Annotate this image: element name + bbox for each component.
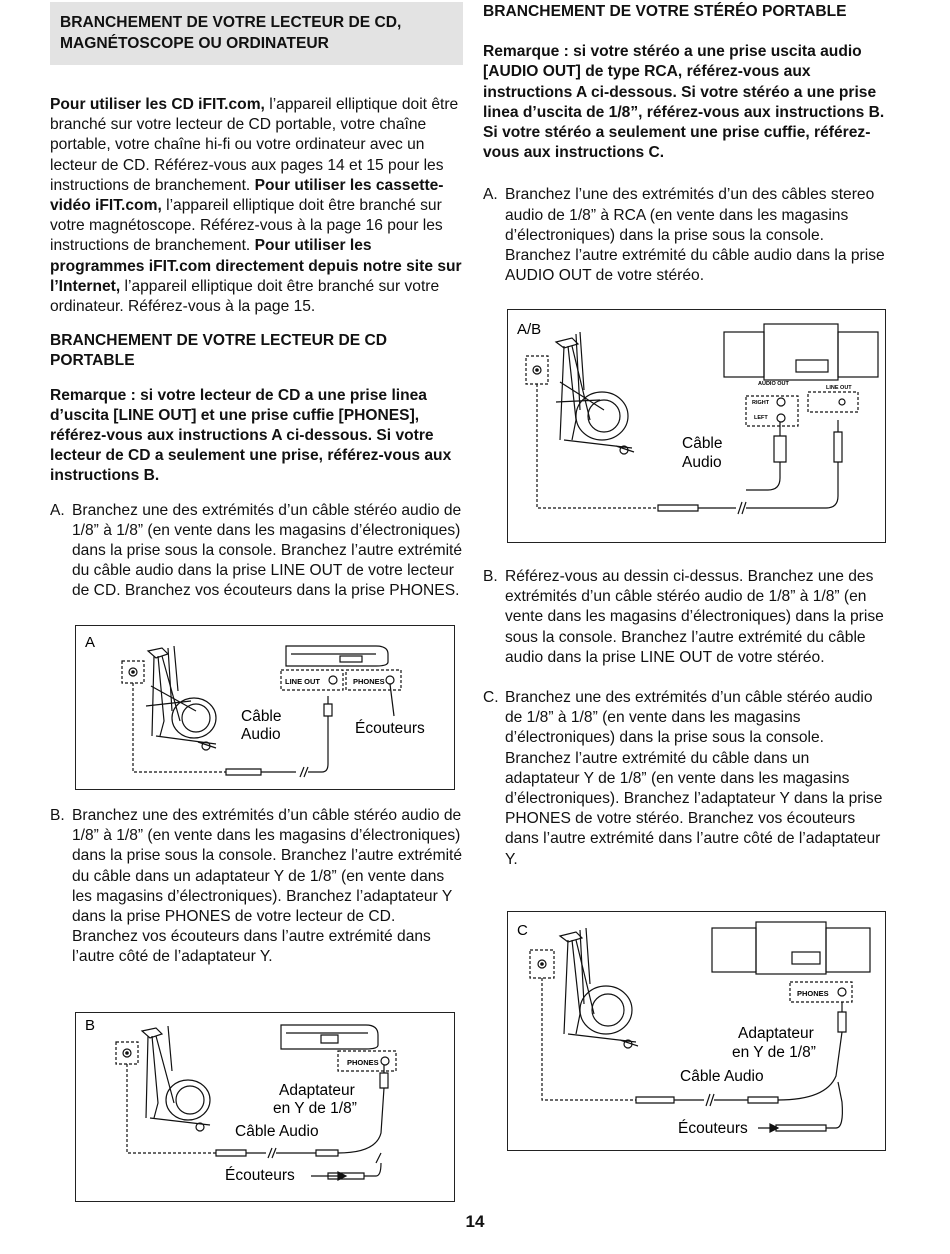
section-header-cd-vcr-computer: BRANCHEMENT DE VOTRE LECTEUR DE CD, MAGNÉTOSCOPE OU ORDINATEUR <box>50 2 463 65</box>
figure-a <box>75 625 455 790</box>
stereo-instruction-b-text: Référez-vous au dessin ci-dessus. Branchez une des extrémités d’un câble stéréo audio de 1/8” à 1/8” (en vente dans les magasins d’électroniques) dans la prise sous la console. Branchez l’autre extrémité du câble audio dans la prise LINE OUT de votre stéréo. <box>505 568 884 666</box>
instruction-b-label: B. <box>50 807 65 824</box>
intro-text-2: l’appareil elliptique doit être branché sur votre magnétoscope. Référez-vous à la page 16 pour les instructions de branchement. <box>50 197 443 255</box>
portable-stereo-note: Remarque : si votre stéréo a une prise uscita audio [AUDIO OUT] de type RCA, référez-vous aux instructions A ci-dessous. Si votre stéréo a une prise linea d’uscita de 1/8”, référez-vous aux instructions B. Si votre stéréo a seulement une prise cuffie, référez-vous aux instructions C. <box>483 43 885 162</box>
instruction-a-label: A. <box>50 501 65 519</box>
portable-cd-instruction-a <box>50 501 463 602</box>
stereo-instruction-c-label: C. <box>483 689 499 707</box>
figure-c-drawing <box>508 912 885 1150</box>
stereo-instruction-a <box>483 185 888 286</box>
stereo-instruction-b-label: B. <box>483 568 498 585</box>
stereo-instruction-c <box>483 688 888 870</box>
elliptical-machine-icon <box>142 1026 210 1131</box>
intro-paragraph <box>50 95 463 317</box>
intro-text-1: l’appareil elliptique doit être branché sur votre lecteur de CD portable, votre chaîne portable, votre chaîne hi-fi ou votre ordinateur avec un lecteur de CD. Référez-vous aux pages 14 et 15 pour les instructions de branchement. <box>50 96 459 194</box>
figure-ab-label: A/B <box>517 321 542 338</box>
elliptical-machine-icon <box>560 928 638 1048</box>
figure-b-drawing <box>76 1013 454 1201</box>
y-adapter-label-1: Adaptateur <box>738 1025 814 1042</box>
stereo-instructions-bc <box>483 567 888 870</box>
headphones-label: Écouteurs <box>355 720 425 737</box>
figure-a-drawing <box>76 626 454 789</box>
section-header-portable-stereo: BRANCHEMENT DE VOTRE STÉRÉO PORTABLE <box>483 3 847 20</box>
portable-cd-instruction-b <box>50 806 463 968</box>
intro-text-3: l’appareil elliptique doit être branché sur votre ordinateur. Référez-vous à la page 15. <box>50 277 440 316</box>
portable-cd-note: Remarque : si votre lecteur de CD a une prise linea d’uscita [LINE OUT] et une prise cuffie [PHONES], référez-vous aux instructions A ci-dessous. Si votre lecteur de CD a seulement une prise, référez-vous aux instructions B. <box>50 386 452 485</box>
audio-cable-label: Câble Audio <box>235 1123 319 1140</box>
left-column <box>50 0 463 602</box>
instruction-b-text: Branchez une des extrémités d’un câble stéréo audio de 1/8” à 1/8” (en vente dans les magasins d’électroniques) dans la prise sous la console. Branchez l’autre extrémité du câble dans un adaptateur Y de 1/8” (en vente dans les magasins d’électroniques). Branchez l’adaptateur Y dans la prise PHONES de votre lecteur de CD. Branchez vos écouteurs dans l’autre extrémité dans l’autre côté de l’adaptateur Y. <box>72 807 463 966</box>
intro-bold-3: Pour utiliser les programmes iFIT.com directement depuis notre site sur l’Internet, <box>50 237 462 295</box>
section-header-portable-cd: BRANCHEMENT DE VOTRE LECTEUR DE CD PORTABLE <box>50 332 388 370</box>
figure-ab-drawing <box>508 310 885 542</box>
intro-bold-1: Pour utiliser les CD iFIT.com, <box>50 96 265 113</box>
right-column <box>483 0 888 286</box>
figure-b-label: B <box>85 1017 96 1034</box>
elliptical-machine-icon <box>146 646 216 750</box>
cd-player-icon <box>286 646 388 666</box>
figure-c-label: C <box>517 922 528 939</box>
headphones-label: Écouteurs <box>225 1167 295 1184</box>
phones-jack-label: PHONES <box>347 1058 379 1067</box>
instruction-a-text: Branchez une des extrémités d’un câble stéréo audio de 1/8” à 1/8” (en vente dans les magasins d’électroniques) dans la prise sous la console. Branchez l’autre extrémité du câble audio dans la prise LINE OUT de votre lecteur de CD. Branchez vos écouteurs dans la prise PHONES. <box>72 501 463 600</box>
figure-b <box>75 1012 455 1202</box>
elliptical-machine-icon <box>556 332 634 454</box>
right-channel-label: RIGHT <box>752 400 770 406</box>
audio-cable-label-2: Audio <box>682 454 722 471</box>
stereo-instruction-c-text: Branchez une des extrémités d’un câble stéréo audio de 1/8” à 1/8” (en vente dans les magasins d’électroniques) dans la prise sous la console. Branchez l’autre extrémité du câble dans un adaptateur Y de 1/8” (en vente dans les magasins d’électroniques). Branchez l’adaptateur Y dans la prise PHONES de votre stéréo. Branchez vos écouteurs dans l’autre extrémité dans l’autre côté de l’adaptateur Y. <box>505 689 883 868</box>
audio-out-label: AUDIO OUT <box>758 381 789 387</box>
intro-bold-2: Pour utiliser les cassette-vidéo iFIT.com, <box>50 176 444 215</box>
left-channel-label: LEFT <box>754 415 768 421</box>
phones-jack-label: PHONES <box>797 989 829 998</box>
audio-cable-label-2: Audio <box>241 726 281 743</box>
audio-cable-label: Câble Audio <box>680 1068 764 1085</box>
stereo-instruction-b <box>483 567 888 668</box>
y-adapter-label-2: en Y de 1/8” <box>732 1044 816 1061</box>
stereo-instruction-a-label: A. <box>483 186 498 204</box>
y-adapter-label-2: en Y de 1/8” <box>273 1100 357 1117</box>
page-number: 14 <box>465 1212 485 1231</box>
y-adapter-label-1: Adaptateur <box>279 1082 355 1099</box>
stereo-instruction-a-text: Branchez l’une des extrémités d’un des câbles stereo audio de 1/8” à RCA (en vente dans les magasins d’électroniques) dans la prise sous la console. Branchez l’autre extrémité du câble audio dans la prise AUDIO OUT de votre stéréo. <box>505 186 885 285</box>
line-out-jack-label: LINE OUT <box>285 677 320 686</box>
phones-jack-label: PHONES <box>353 677 385 686</box>
audio-cable-label-1: Câble <box>682 435 723 452</box>
stereo-icon <box>724 324 878 380</box>
cd-player-icon <box>281 1025 378 1049</box>
headphones-label: Écouteurs <box>678 1120 748 1137</box>
line-out-label: LINE OUT <box>826 385 852 391</box>
portable-cd-instruction-b-wrap <box>50 806 463 968</box>
audio-cable-label-1: Câble <box>241 708 282 725</box>
figure-a-label: A <box>85 634 96 651</box>
figure-ab <box>507 309 886 543</box>
figure-c <box>507 911 886 1151</box>
stereo-icon <box>712 922 870 974</box>
